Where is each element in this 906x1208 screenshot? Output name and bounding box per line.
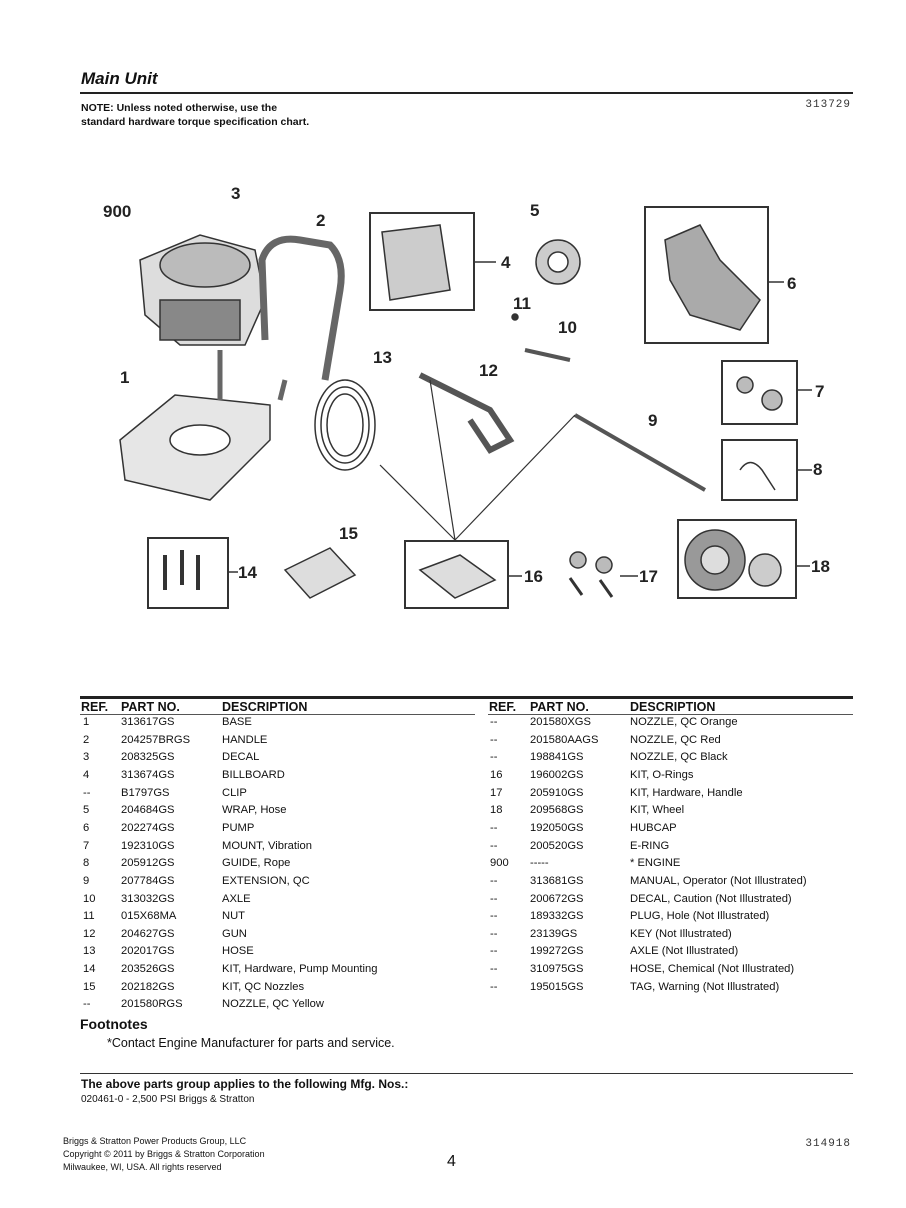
page-number: 4 [447, 1153, 456, 1170]
callout-16: 16 [524, 567, 543, 586]
cell-part: 203526GS [121, 963, 175, 976]
cell-ref: -- [490, 927, 498, 940]
base-illustration [120, 350, 285, 500]
right-header-part: PART NO. [530, 700, 589, 714]
cell-part: ----- [530, 857, 549, 870]
cell-part: 310975GS [530, 963, 584, 976]
cell-ref: 2 [83, 733, 90, 746]
callout-15: 15 [339, 524, 358, 543]
cell-part: 204627GS [121, 927, 175, 940]
cell-ref: 17 [490, 786, 503, 799]
cell-part: 202274GS [121, 821, 175, 834]
cell-desc: KIT, Hardware, Pump Mounting [222, 963, 378, 976]
cell-ref: 11 [83, 910, 95, 923]
cell-ref: 6 [83, 821, 90, 834]
cell-desc: NOZZLE, QC Yellow [222, 998, 324, 1011]
cell-part: 23139GS [530, 927, 578, 940]
cell-desc: DECAL, Caution (Not Illustrated) [630, 892, 792, 905]
left-header-part: PART NO. [121, 700, 180, 714]
cell-desc: HUBCAP [630, 821, 677, 834]
cell-part: 195015GS [530, 980, 584, 993]
cell-part: 313617GS [121, 716, 175, 728]
callout-11: 11 [513, 294, 531, 313]
cell-desc: AXLE [222, 892, 251, 905]
cell-desc: * ENGINE [630, 857, 681, 870]
cell-desc: BASE [222, 716, 252, 728]
callout-3: 3 [231, 184, 241, 203]
callout-6: 6 [787, 274, 797, 293]
cell-part: 313681GS [530, 874, 584, 887]
mfg-divider [80, 1073, 853, 1074]
cell-ref: -- [490, 751, 498, 764]
cell-ref: 7 [83, 839, 90, 852]
title-divider [80, 92, 853, 94]
cell-ref: 10 [83, 892, 96, 905]
mfg-heading: The above parts group applies to the following Mfg. Nos.: [81, 1077, 409, 1091]
cell-ref: -- [490, 945, 498, 958]
callout-2: 2 [316, 211, 326, 230]
right-header-rule [488, 714, 853, 715]
cell-part: 313674GS [121, 768, 175, 781]
cell-part: 200672GS [530, 892, 584, 905]
cell-part: 205912GS [121, 857, 175, 870]
cell-desc: HANDLE [222, 733, 268, 746]
cell-ref: -- [490, 716, 498, 728]
cell-part: 204257BRGS [121, 733, 191, 746]
cell-ref: 8 [83, 857, 90, 870]
left-header-rule [80, 714, 475, 715]
cell-ref: 12 [83, 927, 96, 940]
left-header-ref: REF. [81, 700, 109, 714]
diagram-doc-number: 313729 [805, 99, 851, 111]
cell-part: 209568GS [530, 804, 584, 817]
cell-desc: KIT, Hardware, Handle [630, 786, 743, 799]
callout-1: 1 [120, 368, 130, 387]
cell-desc: BILLBOARD [222, 768, 285, 781]
mfg-numbers: 020461-0 - 2,500 PSI Briggs & Stratton [81, 1094, 255, 1105]
cell-desc: GUN [222, 927, 247, 940]
cell-desc: KIT, Wheel [630, 804, 685, 817]
cell-part: 192310GS [121, 839, 175, 852]
cell-ref: -- [83, 998, 91, 1011]
cell-part: 201580XGS [530, 716, 591, 728]
callout-12: 12 [479, 361, 498, 380]
cell-desc: AXLE (Not Illustrated) [630, 945, 739, 958]
cell-desc: KIT, O-Rings [630, 768, 694, 781]
cell-desc: WRAP, Hose [222, 804, 287, 817]
callout-13: 13 [373, 348, 392, 367]
cell-part: B1797GS [121, 786, 170, 799]
cell-desc: DECAL [222, 751, 260, 764]
cell-ref: -- [490, 839, 498, 852]
left-header-desc: DESCRIPTION [222, 700, 308, 714]
cell-ref: 3 [83, 751, 90, 764]
cell-part: 207784GS [121, 874, 175, 887]
cell-ref: 13 [83, 945, 96, 958]
vibration-mount-box [722, 361, 797, 424]
cell-ref: -- [490, 980, 498, 993]
cell-desc: HOSE, Chemical (Not Illustrated) [630, 963, 795, 976]
cell-ref: -- [490, 963, 498, 976]
cell-desc: NOZZLE, QC Black [630, 751, 728, 764]
cell-desc: TAG, Warning (Not Illustrated) [630, 980, 780, 993]
cell-desc: KEY (Not Illustrated) [630, 927, 732, 940]
cell-desc: GUIDE, Rope [222, 857, 291, 870]
callout-9: 9 [648, 411, 658, 430]
cell-desc: CLIP [222, 786, 247, 799]
cell-part: 199272GS [530, 945, 584, 958]
cell-part: 200520GS [530, 839, 584, 852]
cell-desc: PLUG, Hole (Not Illustrated) [630, 910, 770, 923]
table-top-rule [80, 696, 853, 699]
cell-ref: -- [490, 821, 498, 834]
torque-note: NOTE: Unless noted otherwise, use the standard hardware torque specification chart. [81, 102, 310, 128]
publisher-info [63, 1135, 265, 1174]
footnotes-heading: Footnotes [80, 1016, 148, 1032]
cell-ref: 15 [83, 980, 96, 993]
cell-part: 202182GS [121, 980, 175, 993]
cell-desc: E-RING [630, 839, 670, 852]
cell-part: 204684GS [121, 804, 175, 817]
right-header-desc: DESCRIPTION [630, 700, 716, 714]
cell-part: 205910GS [530, 786, 584, 799]
callout-8: 8 [813, 460, 823, 479]
cell-part: 201580AAGS [530, 733, 599, 746]
publisher-line: Briggs & Stratton Power Products Group, LLC [63, 1136, 247, 1146]
cell-ref: 900 [490, 857, 509, 870]
cell-ref: -- [83, 786, 91, 799]
cell-ref: 1 [83, 716, 90, 728]
cell-part: 196002GS [530, 768, 584, 781]
cell-desc: MOUNT, Vibration [222, 839, 312, 852]
cell-desc: NOZZLE, QC Red [630, 733, 721, 746]
handle-illustration [262, 239, 341, 380]
cell-ref: -- [490, 874, 498, 887]
hose-illustration [315, 380, 375, 470]
callout-10: 10 [558, 318, 577, 337]
callout-7: 7 [815, 382, 825, 401]
cell-ref: -- [490, 733, 498, 746]
callout-14: 14 [238, 563, 257, 582]
page-title: Main Unit [81, 69, 158, 88]
cell-desc: NOZZLE, QC Orange [630, 716, 738, 728]
callout-900: 900 [103, 202, 132, 221]
cell-part: 313032GS [121, 892, 175, 905]
cell-ref: -- [490, 892, 498, 905]
cell-desc: PUMP [222, 821, 255, 834]
pump-hardware-box [148, 538, 228, 608]
cell-ref: 4 [83, 768, 90, 781]
cell-ref: 14 [83, 963, 96, 976]
footer-doc-number: 314918 [805, 1138, 851, 1150]
right-header-ref: REF. [489, 700, 517, 714]
exploded-parts-diagram [95, 165, 855, 635]
cell-part: 015X68MA [121, 910, 177, 923]
cell-part: 208325GS [121, 751, 175, 764]
cell-part: 192050GS [530, 821, 584, 834]
engine-illustration [140, 235, 265, 345]
rights-line: Milwaukee, WI, USA. All rights reserved [63, 1162, 222, 1172]
cell-ref: 9 [83, 874, 90, 887]
callout-18: 18 [811, 557, 830, 576]
cell-desc: NUT [222, 910, 245, 923]
cell-ref: 16 [490, 768, 503, 781]
callout-5: 5 [530, 201, 540, 220]
cell-ref: -- [490, 910, 498, 923]
cell-part: 198841GS [530, 751, 584, 764]
footnote-text: *Contact Engine Manufacturer for parts and service. [107, 1036, 395, 1050]
cell-part: 202017GS [121, 945, 175, 958]
callout-17: 17 [639, 567, 658, 586]
cell-desc: HOSE [222, 945, 254, 958]
cell-desc: EXTENSION, QC [222, 874, 310, 887]
copyright-line: Copyright © 2011 by Briggs & Stratton Corporation [63, 1149, 265, 1159]
cell-desc: KIT, QC Nozzles [222, 980, 305, 993]
cell-part: 201580RGS [121, 998, 183, 1011]
cell-part: 189332GS [530, 910, 584, 923]
cell-desc: MANUAL, Operator (Not Illustrated) [630, 874, 807, 887]
callout-4: 4 [501, 253, 511, 272]
cell-ref: 18 [490, 804, 503, 817]
cell-ref: 5 [83, 804, 90, 817]
rope-guide-box [722, 440, 797, 500]
